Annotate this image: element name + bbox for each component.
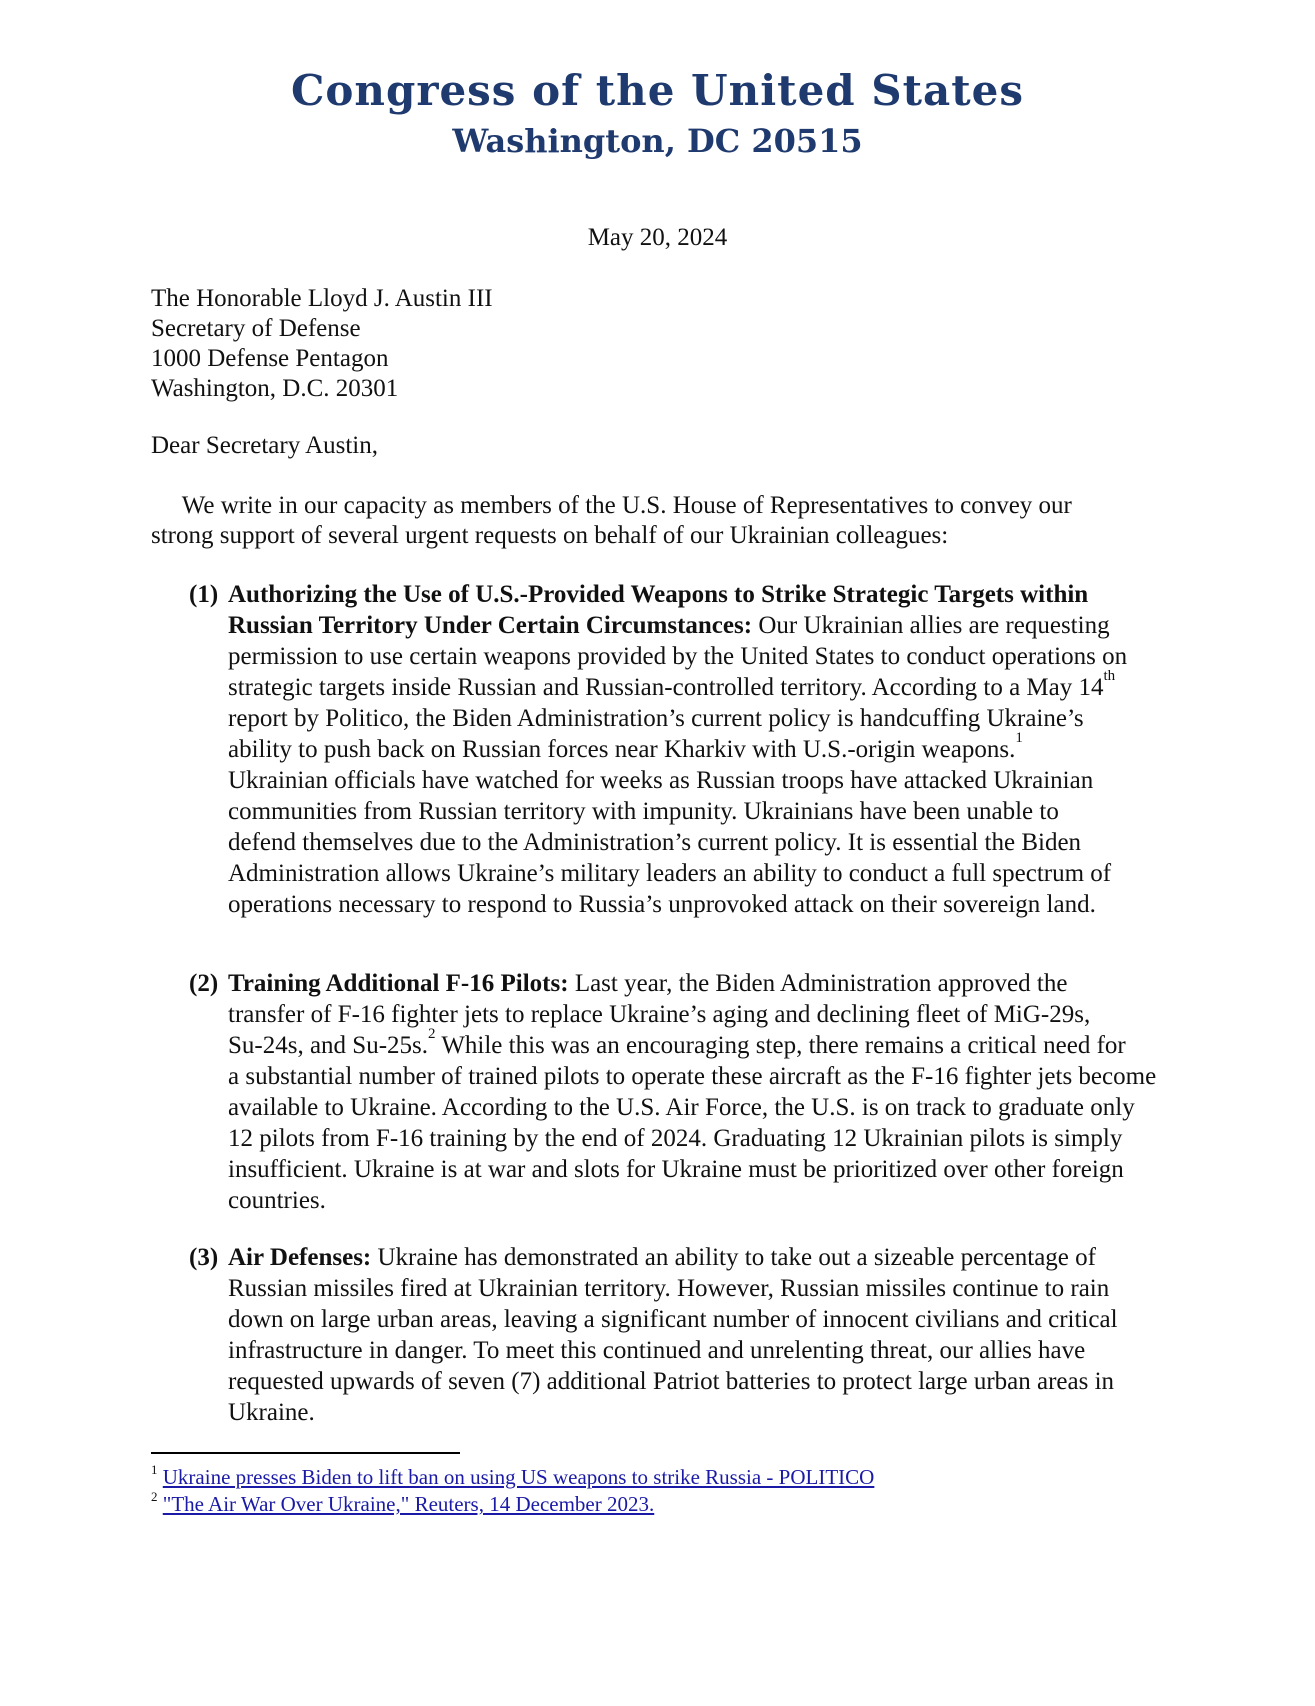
text-line — [228, 765, 1093, 796]
superscript: th — [1103, 668, 1116, 684]
address-line: Secretary of Defense — [151, 315, 361, 342]
text-segment: a substantial number of trained pilots to operate these aircraft as the F-16 fighter jets become — [228, 1063, 1157, 1090]
text-line — [228, 1366, 1114, 1397]
text-line — [228, 703, 1084, 734]
text-segment: Ukraine. — [228, 1399, 315, 1426]
letter-date: May 20, 2024 — [587, 224, 728, 251]
footnote-1 — [151, 1464, 874, 1490]
text-line — [228, 827, 1081, 858]
text-segment: requested upwards of seven (7) additional Patriot batteries to protect large urban areas in — [228, 1368, 1115, 1395]
text-line — [228, 1154, 1124, 1185]
text-line — [228, 889, 1096, 920]
footnote-link[interactable]: "The Air War Over Ukraine," Reuters, 14 December 2023. — [162, 1492, 655, 1516]
text-segment: communities from Russian territory with impunity. Ukrainians have been unable to — [228, 798, 1059, 825]
text-line — [228, 1304, 1118, 1335]
text-segment: permission to use certain weapons provided by the United States to conduct operations on — [228, 643, 1128, 670]
text-line — [151, 520, 948, 551]
text-line — [228, 1092, 1135, 1123]
address-line: 1000 Defense Pentagon — [151, 345, 389, 372]
text-line — [228, 1123, 1122, 1154]
text-segment: infrastructure in danger. To meet this continued and unrelenting threat, our allies have — [228, 1337, 1086, 1364]
letterhead-title: Congress of the United States — [290, 66, 1025, 115]
text-segment: defend themselves due to the Administration’s current policy. It is essential the Biden — [228, 829, 1082, 856]
item-number: (2) — [189, 970, 219, 997]
text-line — [228, 858, 1111, 889]
text-line — [228, 641, 1127, 672]
letterhead-subtitle: Washington, DC 20515 — [452, 122, 863, 160]
footnote-mark: 2 — [151, 1489, 158, 1504]
text-line — [228, 1273, 1109, 1304]
superscript: 1 — [1015, 730, 1023, 746]
text-line — [228, 579, 1088, 610]
text-segment: We write in our capacity as members of the U.S. House of Representatives to convey our — [151, 492, 1072, 519]
footnote-mark: 1 — [151, 1462, 158, 1477]
bold-heading: Training Additional F-16 Pilots: — [228, 970, 569, 997]
text-segment: countries. — [228, 1187, 326, 1214]
text-segment: Ukraine has demonstrated an ability to take out a sizeable percentage of — [371, 1244, 1096, 1271]
text-segment: transfer of F-16 fighter jets to replace Ukraine’s aging and declining fleet of MiG-29s, — [228, 1001, 1091, 1028]
text-segment: available to Ukraine. According to the U.S. Air Force, the U.S. is on track to graduate only — [228, 1094, 1135, 1121]
item-number: (1) — [189, 581, 219, 608]
salutation: Dear Secretary Austin, — [151, 432, 379, 459]
text-segment: While this was an encouraging step, there remains a critical need for — [435, 1032, 1126, 1059]
text-line — [228, 968, 1067, 999]
text-segment: Ukrainian officials have watched for weeks as Russian troops have attacked Ukrainian — [228, 767, 1094, 794]
footnote-divider — [151, 1452, 460, 1454]
text-line — [228, 999, 1090, 1030]
text-segment: Russian missiles fired at Ukrainian territory. However, Russian missiles continue to rain — [228, 1275, 1110, 1302]
footnote-2 — [151, 1491, 654, 1517]
text-segment: strong support of several urgent requests on behalf of our Ukrainian colleagues: — [151, 522, 949, 549]
text-line — [228, 610, 1110, 641]
text-line — [151, 490, 1072, 521]
text-segment: down on large urban areas, leaving a significant number of innocent civilians and critical — [228, 1306, 1118, 1333]
superscript: 2 — [428, 1026, 436, 1042]
footnote-link[interactable]: Ukraine presses Biden to lift ban on using US weapons to strike Russia - POLITICO — [162, 1465, 875, 1489]
bold-heading: Air Defenses: — [228, 1244, 372, 1271]
item-number: (3) — [189, 1244, 219, 1271]
text-segment: 12 pilots from F-16 training by the end of 2024. Graduating 12 Ukrainian pilots is simply — [228, 1125, 1123, 1152]
text-segment: Administration allows Ukraine’s military leaders an ability to conduct a full spectrum of — [228, 860, 1112, 887]
text-segment: Last year, the Biden Administration approved the — [568, 970, 1068, 997]
text-line — [228, 1335, 1085, 1366]
text-line — [228, 1397, 315, 1428]
text-segment: ability to push back on Russian forces near Kharkiv with U.S.-origin weapons. — [228, 736, 1016, 763]
text-line — [228, 1185, 326, 1216]
bold-heading: Authorizing the Use of U.S.-Provided Weapons to Strike Strategic Targets within — [228, 581, 1089, 608]
text-segment: Su-24s, and Su-25s. — [228, 1032, 429, 1059]
text-line — [228, 1026, 1126, 1061]
text-segment: operations necessary to respond to Russia’s unprovoked attack on their sovereign land. — [228, 891, 1096, 918]
text-line — [228, 730, 1023, 765]
address-line: Washington, D.C. 20301 — [151, 375, 399, 402]
text-line — [228, 1061, 1156, 1092]
address-line: The Honorable Lloyd J. Austin III — [151, 285, 493, 312]
text-line — [228, 1242, 1096, 1273]
text-segment: Our Ukrainian allies are requesting — [752, 612, 1110, 639]
text-segment: insufficient. Ukraine is at war and slots for Ukraine must be prioritized over other foreign — [228, 1156, 1124, 1183]
text-line — [228, 668, 1116, 703]
text-segment: strategic targets inside Russian and Russian-controlled territory. According to a May 14 — [228, 674, 1104, 701]
bold-heading: Russian Territory Under Certain Circumstances: — [228, 612, 753, 639]
text-segment: report by Politico, the Biden Administration’s current policy is handcuffing Ukraine’s — [228, 705, 1084, 732]
text-line — [228, 796, 1059, 827]
